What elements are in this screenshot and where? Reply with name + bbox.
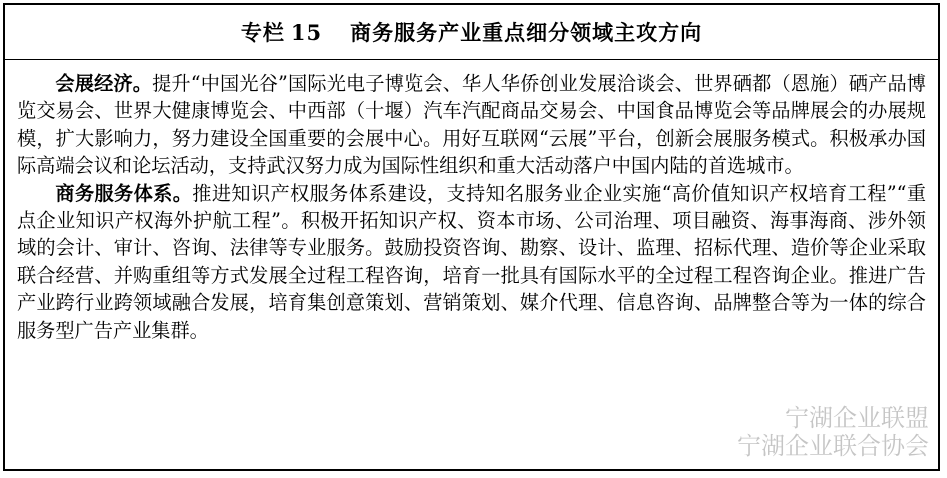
paragraph-heading: 会展经济。 (55, 72, 153, 95)
title-number: 15 (290, 19, 323, 45)
title-label: 专栏 (240, 20, 285, 45)
box-content (5, 60, 938, 344)
paragraph-heading: 商务服务体系。 (55, 181, 193, 205)
feature-box (3, 3, 940, 471)
box-title (5, 5, 938, 60)
paragraph-exhibition-economy (17, 70, 926, 180)
paragraph-business-service-system (17, 180, 926, 344)
watermark-line-1: 宁湖企业联盟 (785, 404, 929, 432)
title-text: 商务服务产业重点细分领域主攻方向 (350, 20, 703, 45)
paragraph-body: 提升“中国光谷”国际光电子博览会、华人华侨创业发展洽谈会、世界硒都（恩施）硒产品博览交易会、世界大健康博览会、中西部（十堰）汽车汽配商品交易会、中国食品博览会等品牌展会的办展规模，扩大影响力，努力建设全国重要的会展中心。用好互联网“云展”平台，创新会展服务模式。积极承办国际高端会议和论坛活动，支持武汉努力成为国际性组织和重大活动落户中国内陆的首选城市。 (17, 72, 926, 178)
watermark-line-2: 宁湖企业联合协会 (737, 432, 929, 460)
paragraph-body: 推进知识产权服务体系建设，支持知名服务业企业实施“高价值知识产权培育工程”“重点企业知识产权海外护航工程”。积极开拓知识产权、资本市场、公司治理、项目融资、海事海商、涉外领域的会计、审计、咨询、法律等专业服务。鼓励投资咨询、勘察、设计、监理、招标代理、造价等企业采取联合经营、并购重组等方式发展全过程工程咨询，培育一批具有国际水平的全过程工程咨询企业。推进广告产业跨行业跨领域融合发展，培育集创意策划、营销策划、媒介代理、信息咨询、品牌整合等为一体的综合服务型广告产业集群。 (17, 181, 927, 342)
